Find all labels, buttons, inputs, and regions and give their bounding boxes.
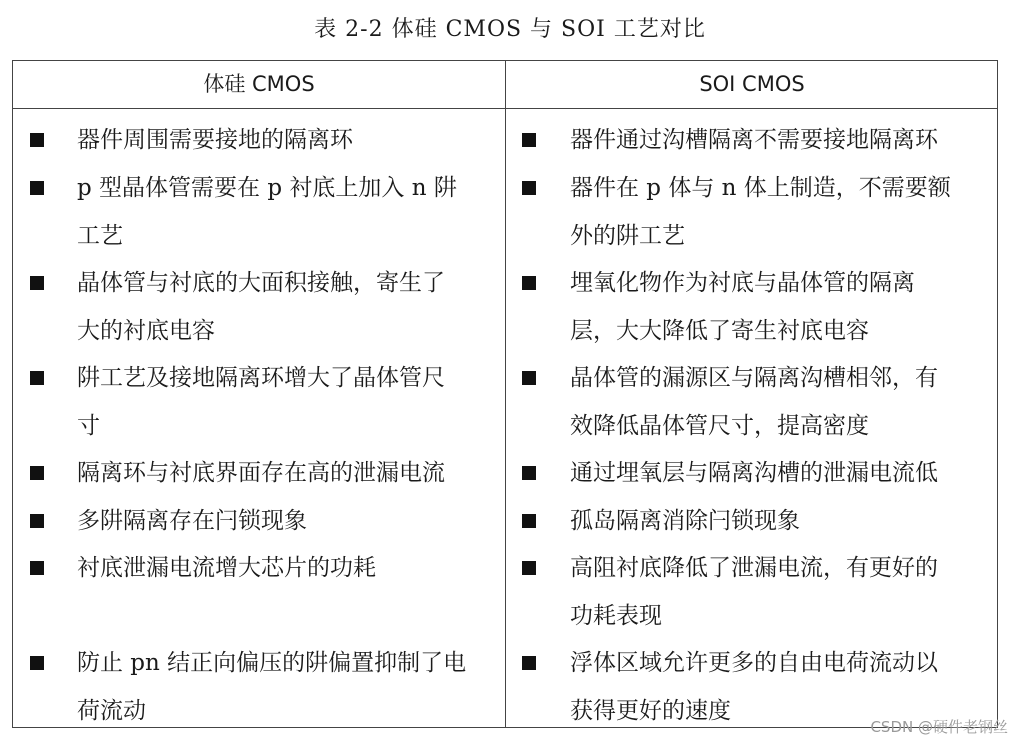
list-item-line: 衬底泄漏电流增大芯片的功耗 [77,555,376,581]
list-item-line: 器件通过沟槽隔离不需要接地隔离环 [570,127,938,153]
column-header-bulk-cmos: 体硅 CMOS [203,72,315,96]
list-item-line: 层，大大降低了寄生衬底电容 [570,317,869,344]
list-item-line: p 型晶体管需要在 p 衬底上加入 n 阱 [77,175,457,201]
square-bullet-icon [522,181,536,195]
square-bullet-icon [522,514,536,528]
list-item-text [570,355,980,450]
list-item-text [77,165,487,260]
list-item-line: 荷流动 [77,697,146,724]
list-item-line: 器件在 p 体与 n 体上制造，不需要额 [570,175,951,201]
list-item-line: 效降低晶体管尺寸，提高密度 [570,412,869,439]
list-item-line: 防止 pn 结正向偏压的阱偏置抑制了电 [77,650,467,676]
square-bullet-icon [30,133,44,147]
table-caption: 表 2-2 体硅 CMOS 与 SOI 工艺对比 [314,17,706,42]
header-divider [13,108,997,109]
list-item-line: 浮体区域允许更多的自由电荷流动以 [570,650,938,676]
list-item-text [77,640,487,735]
list-item-text [570,545,980,640]
comparison-table [12,60,998,728]
square-bullet-icon [522,466,536,480]
list-item-line: 获得更好的速度 [570,697,731,724]
list-item-line: 大的衬底电容 [77,317,215,344]
list-item-line: 高阻衬底降低了泄漏电流，有更好的 [570,555,938,581]
list-item-line: 器件周围需要接地的隔离环 [77,127,353,153]
square-bullet-icon [30,276,44,290]
column-divider [505,61,506,727]
list-item-line: 晶体管与衬底的大面积接触，寄生了 [77,270,445,296]
square-bullet-icon [30,656,44,670]
list-item-line: 埋氧化物作为衬底与晶体管的隔离 [570,270,915,296]
list-item-text [570,117,980,165]
list-item-line: 通过埋氧层与隔离沟槽的泄漏电流低 [570,460,938,486]
square-bullet-icon [30,466,44,480]
list-item-line: 晶体管的漏源区与隔离沟槽相邻，有 [570,365,938,391]
list-item-text [570,498,980,546]
square-bullet-icon [30,514,44,528]
list-item-text [570,165,980,260]
column-header-soi-cmos: SOI CMOS [699,72,805,96]
list-item-text [77,260,487,355]
list-item-text [570,450,980,498]
list-item-text [77,450,487,498]
list-item-line: 多阱隔离存在闩锁现象 [77,508,307,534]
list-item-text [77,545,487,593]
list-item-line: 阱工艺及接地隔离环增大了晶体管尺 [77,365,445,391]
square-bullet-icon [30,561,44,575]
square-bullet-icon [30,371,44,385]
list-item-line: 孤岛隔离消除闩锁现象 [570,508,800,534]
square-bullet-icon [522,656,536,670]
square-bullet-icon [522,371,536,385]
square-bullet-icon [522,276,536,290]
square-bullet-icon [522,561,536,575]
list-item-text [570,260,980,355]
list-item-line: 隔离环与衬底界面存在高的泄漏电流 [77,460,445,486]
list-item-line: 外的阱工艺 [570,222,685,249]
square-bullet-icon [522,133,536,147]
list-item-text [77,498,487,546]
list-item-line: 寸 [77,412,100,439]
watermark: CSDN @硬件老钢丝 [870,718,1008,736]
list-item-line: 功耗表现 [570,602,662,629]
square-bullet-icon [30,181,44,195]
list-item-text [77,355,487,450]
list-item-line: 工艺 [77,222,123,249]
list-item-text [77,117,487,165]
